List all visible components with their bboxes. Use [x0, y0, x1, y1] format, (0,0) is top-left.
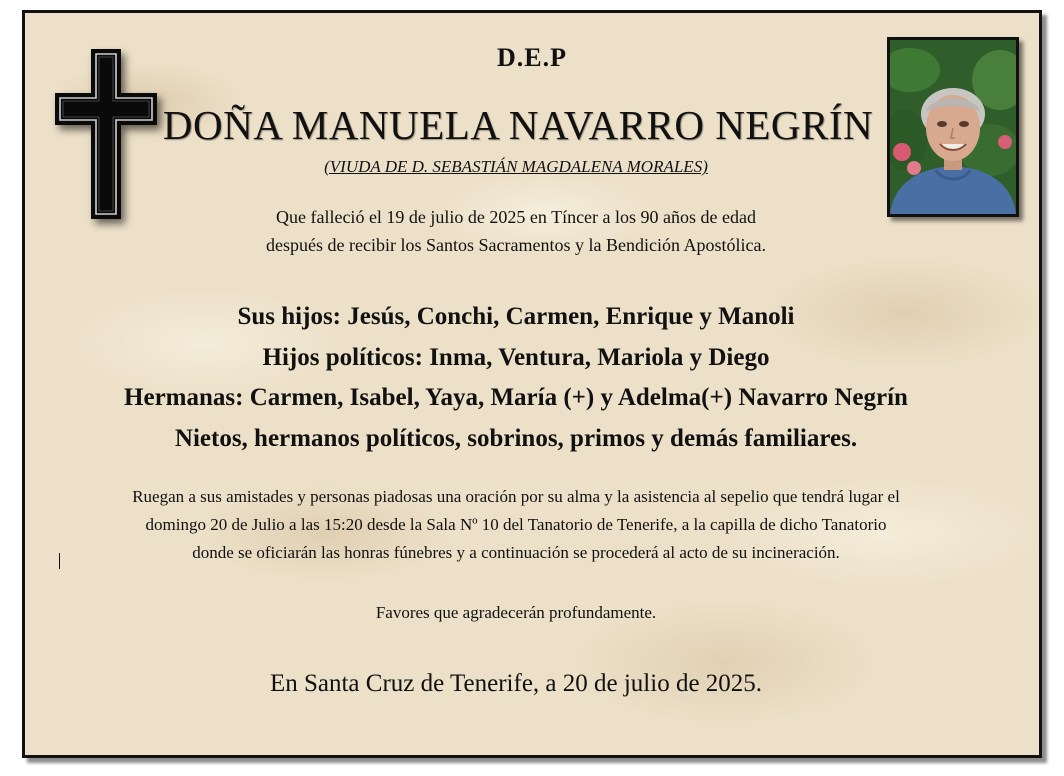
dep-heading: D.E.P: [497, 43, 567, 72]
request-line: domingo 20 de Julio a las 15:20 desde la Sala Nº 10 del Tanatorio de Tenerife, a la capilla de dicho Tanatorio: [145, 515, 887, 534]
in-laws-line: Hijos políticos: Inma, Ventura, Mariola y Diego: [262, 343, 770, 371]
widow-of-line: (VIUDA DE D. SEBASTIÁN MAGDALENA MORALES): [324, 157, 708, 176]
death-announcement: [9, 203, 1023, 259]
family-list: [9, 297, 1023, 459]
obituary-card: [22, 10, 1042, 758]
request-line: Ruegan a sus amistades y personas piadosas una oración por su alma y la asistencia al sepelio que tendrá lugar el: [132, 487, 900, 506]
deceased-name: DOÑA MANUELA NAVARRO NEGRÍN: [162, 102, 874, 148]
relatives-line: Nietos, hermanos políticos, sobrinos, primos y demás familiares.: [174, 424, 858, 452]
portrait-photo: [887, 37, 1019, 217]
funeral-request: [9, 483, 1023, 567]
text-cursor: [59, 553, 60, 569]
announcement-line: después de recibir los Santos Sacramentos y la Bendición Apostólica.: [266, 235, 766, 255]
announcement-line: Que falleció el 19 de julio de 2025 en Tíncer a los 90 años de edad: [275, 207, 756, 227]
sisters-line: Hermanas: Carmen, Isabel, Yaya, María (+) y Adelma(+) Navarro Negrín: [124, 384, 908, 411]
thanks-line: Favores que agradecerán profundamente.: [375, 603, 657, 622]
children-line: Sus hijos: Jesús, Conchi, Carmen, Enrique y Manoli: [237, 303, 795, 330]
portrait-image: [890, 40, 1016, 214]
request-line: donde se oficiarán las honras fúnebres y a continuación se procederá al acto de su incineración.: [192, 543, 840, 562]
place-date-line: En Santa Cruz de Tenerife, a 20 de julio de 2025.: [269, 670, 763, 697]
